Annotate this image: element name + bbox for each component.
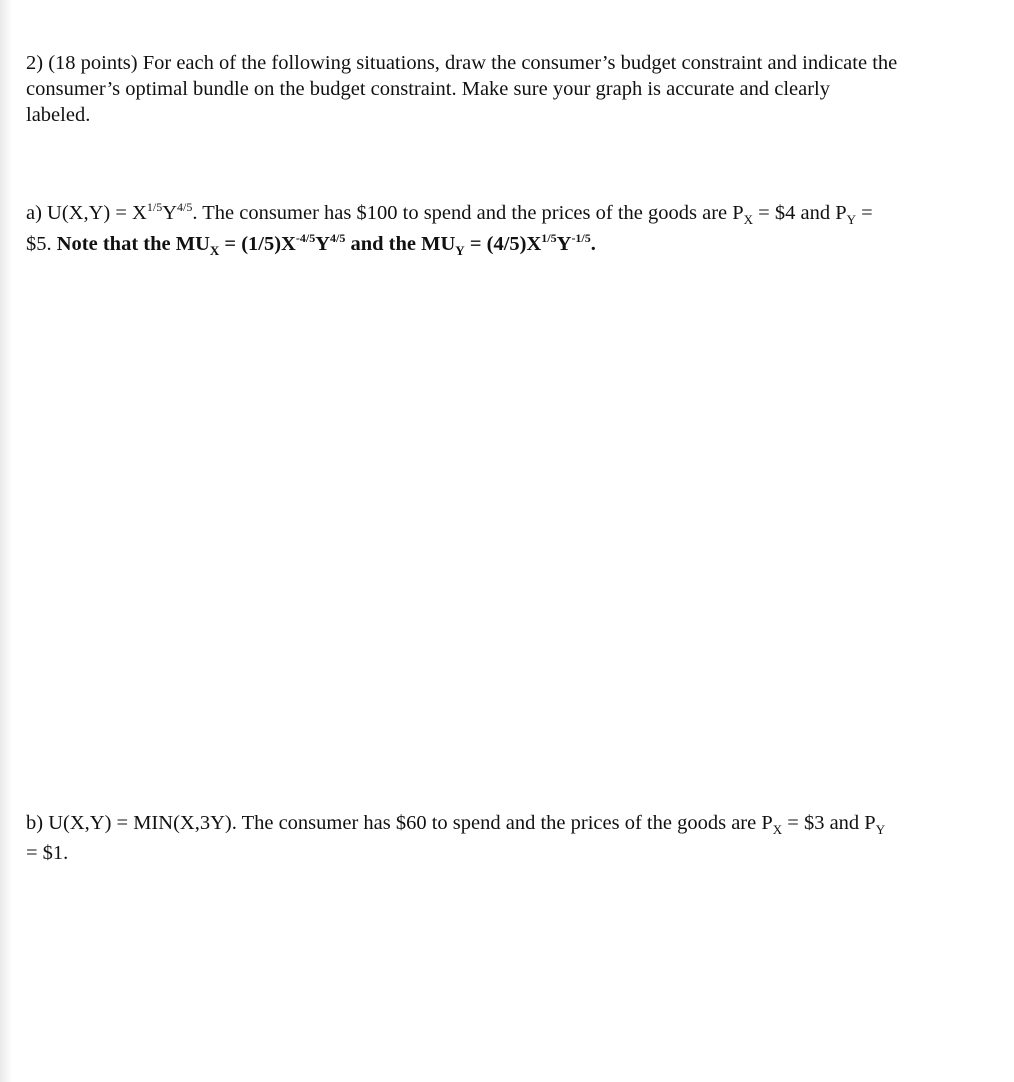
price-y-subscript: Y [846,212,856,227]
exponent-x: 1/5 [146,200,163,214]
mu-x-formula: = (1/5)X [219,233,296,255]
price-x-subscript: X [743,212,754,227]
intro-line-1: 2) (18 points) For each of the following situations, draw the consumer’s budget constraint and indicate the [26,52,898,74]
part-b-line-2: = $1. [26,842,69,864]
part-a-equals: = [856,202,873,224]
part-b-line-1 [26,808,986,838]
part-a-price-x-text: = $4 and P [753,202,847,224]
intro-line-3: labeled. [26,104,91,126]
mu-y-formula: = (4/5)X [464,233,542,255]
part-a-price-y-value: $5. [26,233,57,255]
part-a-budget-text: . The consumer has $100 to spend and the prices of the goods are P [192,202,744,224]
mu-note-period: . [590,233,596,255]
mu-y-subscript: Y [455,243,465,258]
mu-y-exp-x: 1/5 [541,231,557,245]
part-b-price-x-subscript: X [772,822,783,837]
exponent-y: 4/5 [177,200,193,214]
part-a [26,198,986,260]
part-b-price-x-text: = $3 and P [782,812,876,834]
part-a-line-2 [26,229,986,260]
part-b-price-y-subscript: Y [875,822,886,837]
utility-function-text: a) U(X,Y) = X [26,202,147,224]
part-b-budget-text: b) U(X,Y) = MIN(X,3Y). The consumer has $60 to spend and the prices of the goods are P [26,812,773,834]
mu-x-y: Y [315,233,331,255]
part-b [26,808,986,868]
mu-y-y: Y [556,233,572,255]
utility-y: Y [162,202,178,224]
mu-x-label: Note that the MU [56,233,210,255]
question-intro [26,50,986,128]
mu-x-exp-y: 4/5 [330,231,346,245]
mu-y-exp-y: -1/5 [571,231,591,245]
mu-x-subscript: X [209,243,220,258]
marginal-utility-note [56,231,596,258]
part-a-line-1 [26,198,986,229]
mu-x-exp-x: -4/5 [295,231,316,245]
page-edge-shadow [0,0,12,1082]
intro-line-2: consumer’s optimal bundle on the budget constraint. Make sure your graph is accurate and clearly [26,78,830,100]
mu-y-label: and the MU [345,233,456,255]
